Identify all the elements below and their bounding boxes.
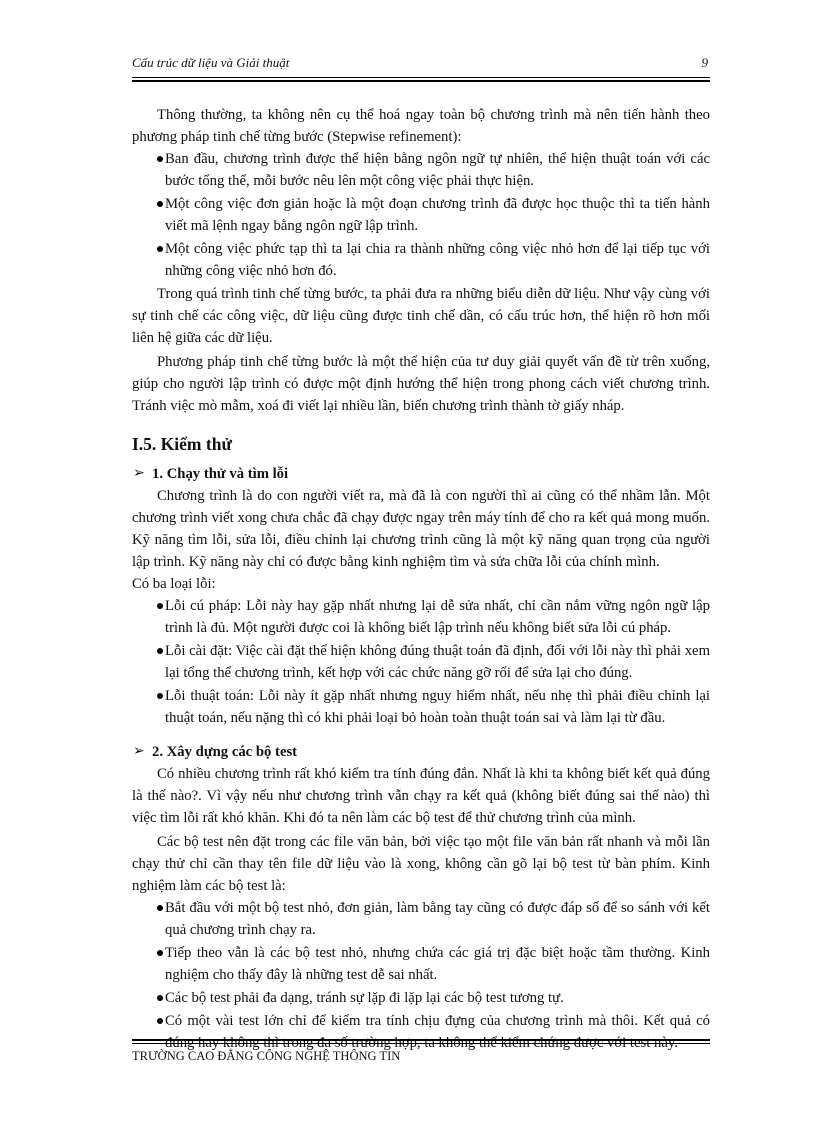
list-item xyxy=(132,148,710,192)
list-item xyxy=(132,1010,710,1054)
list-item-text: Ban đầu, chương trình được thể hiện bằng ngôn ngữ tự nhiên, thể hiện thuật toán với các bước tổng thể, mỗi bước nêu lên một công việc phải thực hiện. xyxy=(165,151,710,189)
list-item xyxy=(132,640,710,684)
test-suite-paragraph-1: Có nhiều chương trình rất khó kiểm tra tính đúng đắn. Nhất là khi ta không biết kết quả đúng là thế nào?. Vì vậy nếu như chương trình vẫn chạy ra kết quả (không biết đúng sai thế nào) thì việc tìm lỗi rất khó khăn. Khi đó ta nên làm các bộ test để thử chương trình của mình. xyxy=(132,766,710,826)
page-number: 9 xyxy=(701,55,708,70)
intro-paragraph-1: Thông thường, ta không nên cụ thể hoá ngay toàn bộ chương trình mà nên tiến hành theo phương pháp tinh chế từng bước (Stepwise refinement): xyxy=(132,107,710,145)
bullet-icon xyxy=(157,693,163,699)
subsection-heading-2 xyxy=(132,741,710,763)
error-types-list xyxy=(132,595,710,729)
list-item-text: Các bộ test phải đa dạng, tránh sự lặp đi lặp lại các bộ test tương tự. xyxy=(165,990,564,1006)
bullet-icon xyxy=(157,1018,163,1024)
list-item-text: Một công việc đơn giản hoặc là một đoạn chương trình đã được học thuộc thì ta tiến hành viết mã lệnh ngay bằng ngôn ngữ lập trình. xyxy=(165,196,710,234)
bullet-icon xyxy=(157,156,163,162)
section-heading: I.5. Kiểm thử xyxy=(132,434,232,454)
list-item-text: Bắt đầu với một bộ test nhỏ, đơn giản, làm bằng tay cũng có được đáp số để so sánh với kết quả chương trình chạy ra. xyxy=(165,900,710,938)
testing-paragraph-1: Chương trình là do con người viết ra, mà đã là con người thì ai cũng có thể nhầm lẫn. Một chương trình viết xong chưa chắc đã chạy được ngay trên máy tính để cho ra kết quả mong muốn. Kỹ năng tìm lỗi, sửa lỗi, điều chỉnh lại chương trình cũng là một kỹ năng quan trọng của người lập trình. Kỹ năng này chỉ có được bằng kinh nghiệm tìm và sửa chữa lỗi của chính mình. xyxy=(132,488,710,570)
bullet-icon xyxy=(157,905,163,911)
list-item-text: Có một vài test lớn chỉ để kiểm tra tính chịu đựng của chương trình mà thôi. Kết quả có đúng hay không thì trong đa số trường hợp, ta không thể kiểm chứng được với test này. xyxy=(165,1013,710,1051)
header-rule xyxy=(132,77,710,82)
bullet-icon xyxy=(157,246,163,252)
arrow-bullet-icon: ➢ xyxy=(133,744,145,759)
running-footer: TRƯỜNG CAO ĐẲNG CÔNG NGHỆ THÔNG TIN xyxy=(132,1049,401,1063)
arrow-bullet-icon: ➢ xyxy=(133,466,145,481)
list-item xyxy=(132,987,710,1009)
list-item xyxy=(132,238,710,282)
subsection-title: 1. Chạy thử và tìm lỗi xyxy=(152,466,289,482)
test-suite-paragraph-2: Các bộ test nên đặt trong các file văn bản, bởi việc tạo một file văn bản rất nhanh và mỗi lần chạy thử chỉ cần thay tên file dữ liệu vào là xong, không cần gõ lại bộ test từ bàn phím. Kinh nghiệm làm các bộ test là: xyxy=(132,834,710,894)
error-types-intro: Có ba loại lỗi: xyxy=(132,576,216,592)
test-suite-tips-list xyxy=(132,897,710,1054)
bullet-icon xyxy=(157,995,163,1001)
list-item xyxy=(132,942,710,986)
bullet-icon xyxy=(157,950,163,956)
spacer xyxy=(132,730,710,736)
intro-paragraph-2: Trong quá trình tinh chế từng bước, ta phải đưa ra những biểu diễn dữ liệu. Như vậy cùng với sự tinh chế các công việc, dữ liệu cũng được tinh chế dần, có cấu trúc hơn, thể hiện rõ hơn mối liên hệ giữa các dữ liệu. xyxy=(132,286,710,346)
list-item-text: Lỗi cài đặt: Việc cài đặt thể hiện không đúng thuật toán đã định, đối với lỗi này thì phải xem lại tổng thể chương trình, kết hợp với các chức năng gỡ rối để sửa lại cho đúng. xyxy=(165,643,710,681)
page-content xyxy=(132,104,710,1055)
subsection-title: 2. Xây dựng các bộ test xyxy=(152,744,298,760)
list-item-text: Một công việc phức tạp thì ta lại chia ra thành những công việc nhỏ hơn để lại tiếp tục với những công việc nhỏ hơn đó. xyxy=(165,241,710,279)
refinement-steps-list xyxy=(132,148,710,282)
list-item xyxy=(132,897,710,941)
list-item xyxy=(132,595,710,639)
list-item xyxy=(132,193,710,237)
footer-rule xyxy=(132,1039,710,1044)
subsection-heading-1 xyxy=(132,463,710,485)
list-item xyxy=(132,685,710,729)
intro-paragraph-3: Phương pháp tinh chế từng bước là một thể hiện của tư duy giải quyết vấn đề từ trên xuống, giúp cho người lập trình có được một định hướng thể hiện trong phong cách viết chương trình. Tránh việc mò mẫm, xoá đi viết lại nhiều lần, biến chương trình thành tờ giấy nháp. xyxy=(132,354,710,414)
list-item-text: Tiếp theo vẫn là các bộ test nhỏ, nhưng chứa các giá trị đặc biệt hoặc tầm thường. Kinh nghiệm cho thấy đây là những test dễ sai nhất. xyxy=(165,945,710,983)
bullet-icon xyxy=(157,648,163,654)
bullet-icon xyxy=(157,201,163,207)
running-header xyxy=(132,55,708,71)
list-item-text: Lỗi thuật toán: Lỗi này ít gặp nhất nhưng nguy hiểm nhất, nếu nhẹ thì phải điều chỉnh lại thuật toán, nếu nặng thì có khi phải loại bỏ hoàn toàn thuật toán sai và làm lại từ đầu. xyxy=(165,688,710,726)
bullet-icon xyxy=(157,603,163,609)
header-title: Cấu trúc dữ liệu và Giải thuật xyxy=(132,55,290,70)
list-item-text: Lỗi cú pháp: Lỗi này hay gặp nhất nhưng lại dễ sửa nhất, chỉ cần nắm vững ngôn ngữ lập trình là đủ. Một người được coi là không biết lập trình nếu không biết sửa lỗi cú pháp. xyxy=(165,598,710,636)
